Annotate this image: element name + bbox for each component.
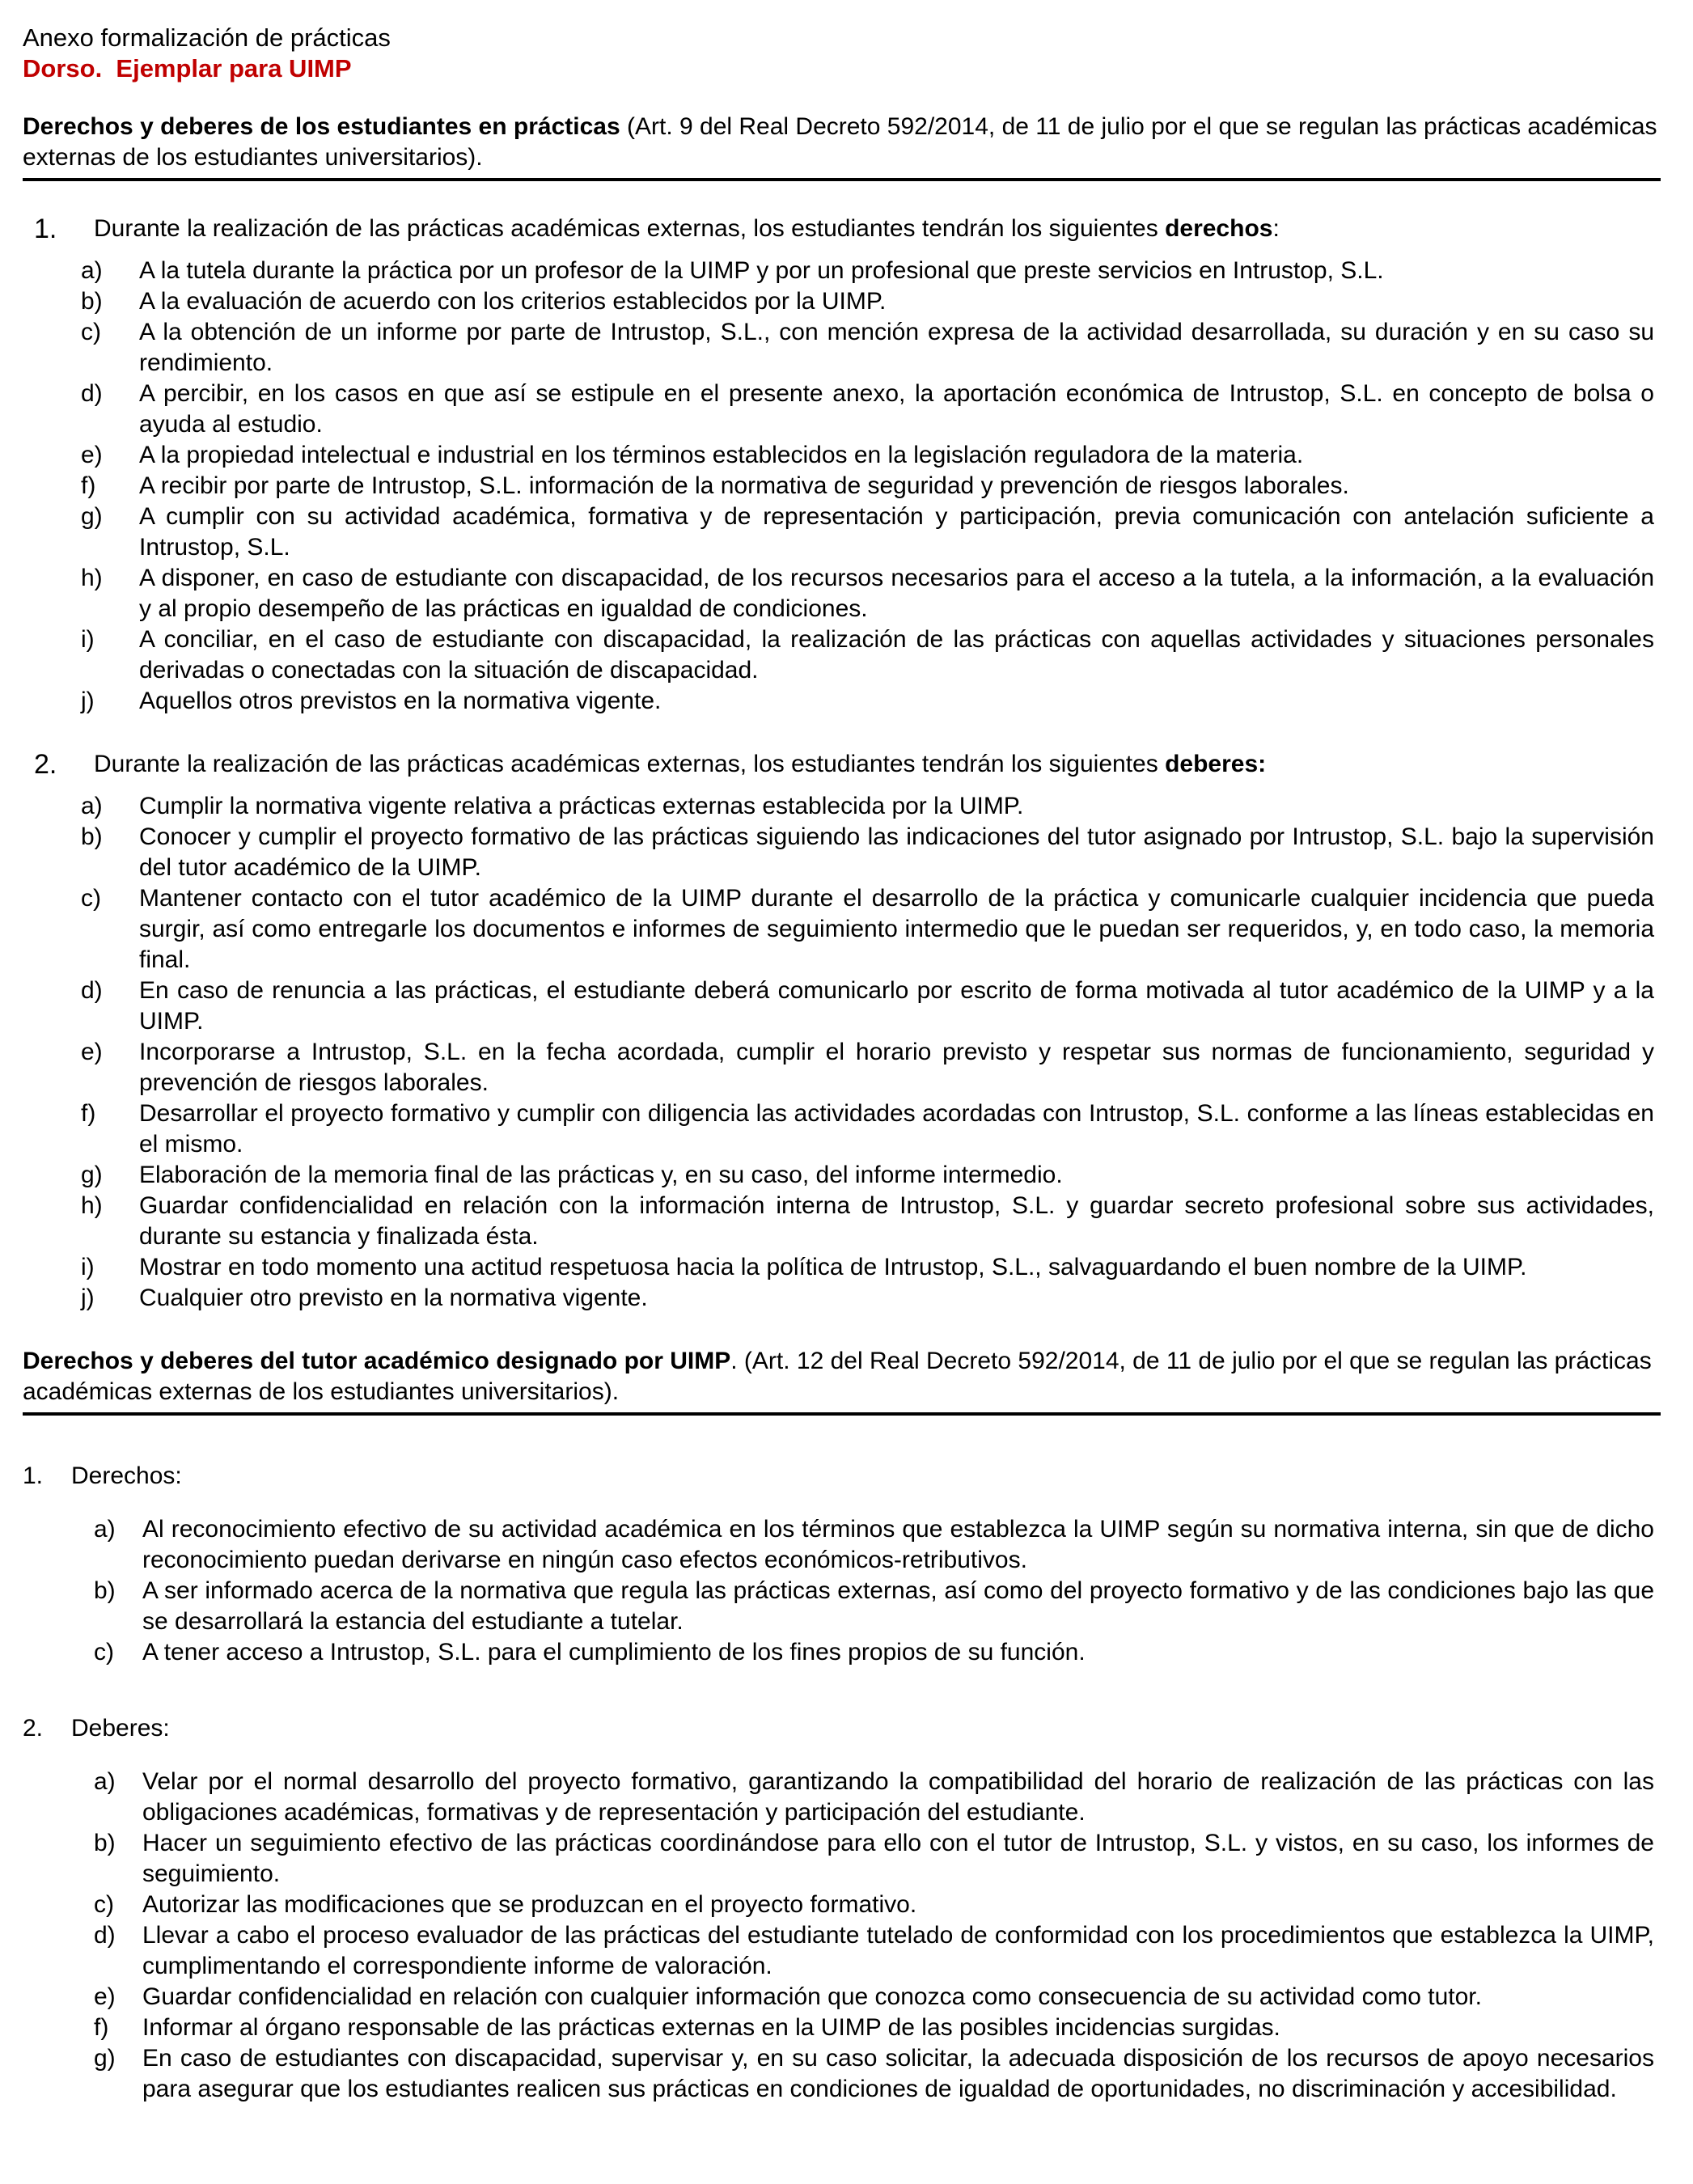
tutor-rights-list (23, 1514, 1661, 1668)
item-letter: f) (81, 472, 96, 499)
list-item (23, 1252, 1661, 1283)
intro-bold: derechos (1165, 215, 1273, 242)
item-text: Llevar a cabo el proceso evaluador de las prácticas del estudiante tutelado de conformidad con los procedimientos que establezca la UIMP, cumplimentando el correspondiente informe de valoración. (142, 1922, 1654, 1979)
item-text: Velar por el normal desarrollo del proyecto formativo, garantizando la compatibilidad del horario de realización de las prácticas con las obligaciones académicas, formativas y de representación y participación del estudiante. (142, 1768, 1654, 1826)
intro-bold: deberes: (1165, 751, 1267, 777)
students-section-heading (23, 112, 1661, 181)
list-number: 1. (34, 214, 57, 244)
item-text: En caso de renuncia a las prácticas, el estudiante deberá comunicarlo por escrito de forma motivada al tutor académico de la UIMP y a la UIMP. (139, 977, 1654, 1035)
item-text: A la propiedad intelectual e industrial en los términos establecidos en la legislación reguladora de la materia. (139, 442, 1304, 468)
list-item (23, 624, 1661, 686)
item-letter: j) (81, 688, 95, 714)
intro-text (94, 749, 1661, 780)
item-text: Incorporarse a Intrustop, S.L. en la fecha acordada, cumplir el horario previsto y respetar sus normas de funcionamiento, seguridad y prevención de riesgos laborales. (139, 1039, 1654, 1096)
list-item (23, 256, 1661, 286)
item-letter: a) (81, 257, 103, 284)
item-text: Informar al órgano responsable de las prácticas externas en la UIMP de las posibles incidencias surgidas. (142, 2014, 1280, 2041)
item-letter: g) (81, 1162, 103, 1188)
item-text: A la tutela durante la práctica por un profesor de la UIMP y por un profesional que preste servicios en Intrustop, S.L. (139, 257, 1384, 284)
list-item (23, 563, 1661, 624)
students-rights-intro (23, 214, 1661, 244)
list-item (23, 1191, 1661, 1252)
item-text: A tener acceso a Intrustop, S.L. para el cumplimiento de los fines propios de su función. (142, 1639, 1086, 1666)
item-text: A cumplir con su actividad académica, formativa y de representación y participación, previa comunicación con antelación suficiente a Intrustop, S.L. (139, 503, 1654, 561)
item-letter: b) (94, 1577, 116, 1604)
list-item (23, 471, 1661, 502)
intro-text: Derechos: (71, 1462, 182, 1489)
item-text: Mantener contacto con el tutor académico de la UIMP durante el desarrollo de la práctica y comunicarle cualquier incidencia que pueda surgir, así como entregarle los documentos e informes de seguimiento intermedio que le puedan ser requeridos, y, en todo caso, la memoria final. (139, 885, 1654, 973)
list-item (23, 1283, 1661, 1314)
item-text: Elaboración de la memoria final de las prácticas y, en su caso, del informe intermedio. (139, 1162, 1063, 1188)
item-text: Hacer un seguimiento efectivo de las prácticas coordinándose para ello con el tutor de Intrustop, S.L. y vistos, en su caso, los informes de seguimiento. (142, 1830, 1654, 1887)
list-item (23, 440, 1661, 471)
tutor-heading-citation: . (Art. 12 del Real Decreto 592/2014, de 11 de julio por el que se regulan las prácticas académicas externas de los estudiantes universitarios). (23, 1348, 1652, 1405)
item-letter: a) (81, 793, 103, 819)
item-text: Aquellos otros previstos en la normativa vigente. (139, 688, 662, 714)
item-letter: h) (81, 565, 103, 591)
item-letter: b) (81, 288, 103, 315)
item-text: A la evaluación de acuerdo con los criterios establecidos por la UIMP. (139, 288, 887, 315)
tutor-duties-intro (23, 1713, 1661, 1744)
annex-title: Anexo formalización de prácticas (23, 23, 391, 52)
item-text: En caso de estudiantes con discapacidad, supervisar y, en su caso solicitar, la adecuada disposición de los recursos de apoyo necesarios para asegurar que los estudiantes realicen sus prácticas en condiciones de igualdad de oportunidades, no discriminación y accesibilidad. (142, 2045, 1654, 2102)
students-heading-bold: Derechos y deberes de los estudiantes en prácticas (23, 113, 620, 140)
item-letter: f) (94, 2014, 109, 2041)
item-text: A percibir, en los casos en que así se estipule en el presente anexo, la aportación económica de Intrustop, S.L. en concepto de bolsa o ayuda al estudio. (139, 380, 1654, 438)
item-text: Guardar confidencialidad en relación con la información interna de Intrustop, S.L. y guardar secreto profesional sobre sus actividades, durante su estancia y finalizada ésta. (139, 1192, 1654, 1250)
list-item (23, 317, 1661, 379)
item-letter: c) (94, 1891, 114, 1918)
item-letter: j) (81, 1285, 95, 1311)
tutor-duties-list (23, 1767, 1661, 2105)
list-item (23, 502, 1661, 563)
list-item (23, 1637, 1661, 1668)
item-text: Autorizar las modificaciones que se produzcan en el proyecto formativo. (142, 1891, 917, 1918)
item-text: A ser informado acerca de la normativa que regula las prácticas externas, así como del proyecto formativo y de las condiciones bajo las que se desarrollará la estancia del estudiante a tutelar. (142, 1577, 1654, 1635)
section-spacer (23, 1314, 1661, 1346)
item-letter: f) (81, 1100, 96, 1127)
item-text: Al reconocimiento efectivo de su actividad académica en los términos que establezca la UIMP según su normativa interna, sin que de dicho reconocimiento puedan derivarse en ningún caso efectos económicos-retributivos. (142, 1516, 1654, 1573)
list-number: 2. (23, 1715, 44, 1742)
list-item (23, 1514, 1661, 1576)
list-item (23, 1828, 1661, 1890)
item-letter: h) (81, 1192, 103, 1219)
list-item (23, 2043, 1661, 2105)
item-letter: g) (94, 2045, 116, 2072)
list-item (23, 686, 1661, 717)
annex-subtitle: Dorso. Ejemplar para UIMP (23, 54, 352, 83)
item-letter: g) (81, 503, 103, 530)
list-item (23, 2013, 1661, 2043)
intro-text (94, 214, 1661, 244)
list-item (23, 1920, 1661, 1982)
list-item (23, 976, 1661, 1037)
item-text: Cumplir la normativa vigente relativa a prácticas externas establecida por la UIMP. (139, 793, 1024, 819)
students-rights-list (23, 256, 1661, 717)
item-text: Mostrar en todo momento una actitud respetuosa hacia la política de Intrustop, S.L., salvaguardando el buen nombre de la UIMP. (139, 1254, 1527, 1280)
students-duties-intro (23, 749, 1661, 780)
item-letter: e) (81, 442, 103, 468)
list-item (23, 791, 1661, 822)
intro-plain: Durante la realización de las prácticas académicas externas, los estudiantes tendrán los siguientes (94, 215, 1166, 242)
intro-plain: Durante la realización de las prácticas académicas externas, los estudiantes tendrán los siguientes (94, 751, 1166, 777)
list-item (23, 1576, 1661, 1637)
tutor-section (23, 1346, 1661, 2105)
item-text: Conocer y cumplir el proyecto formativo de las prácticas siguiendo las indicaciones del tutor asignado por Intrustop, S.L. bajo la supervisión del tutor académico de la UIMP. (139, 823, 1654, 881)
list-item (23, 1037, 1661, 1098)
tutor-rights-intro (23, 1461, 1661, 1492)
item-text: Guardar confidencialidad en relación con cualquier información que conozca como consecuencia de su actividad como tutor. (142, 1983, 1482, 2010)
intro-text: Deberes: (71, 1715, 170, 1742)
students-section (23, 112, 1661, 1314)
list-item (23, 379, 1661, 440)
item-letter: c) (94, 1639, 114, 1666)
list-item (23, 883, 1661, 976)
tutor-section-heading (23, 1346, 1661, 1416)
list-item (23, 286, 1661, 317)
item-letter: d) (81, 977, 103, 1004)
list-item (23, 822, 1661, 883)
list-item (23, 1767, 1661, 1828)
list-item (23, 1160, 1661, 1191)
intro-end: : (1272, 215, 1280, 242)
students-duties-list (23, 791, 1661, 1314)
tutor-heading-bold: Derechos y deberes del tutor académico designado por UIMP (23, 1348, 731, 1374)
item-letter: b) (94, 1830, 116, 1856)
list-item (23, 1098, 1661, 1160)
list-item (23, 1982, 1661, 2013)
item-letter: d) (81, 380, 103, 407)
item-letter: c) (81, 885, 101, 912)
item-letter: i) (81, 626, 95, 653)
item-letter: e) (81, 1039, 103, 1065)
item-letter: a) (94, 1516, 116, 1543)
item-text: A la obtención de un informe por parte de Intrustop, S.L., con mención expresa de la actividad desarrollada, su duración y en su caso su rendimiento. (139, 319, 1654, 376)
item-text: A recibir por parte de Intrustop, S.L. información de la normativa de seguridad y prevención de riesgos laborales. (139, 472, 1349, 499)
item-letter: b) (81, 823, 103, 850)
item-text: Desarrollar el proyecto formativo y cumplir con diligencia las actividades acordadas con Intrustop, S.L. conforme a las líneas establecidas en el mismo. (139, 1100, 1654, 1158)
item-text: Cualquier otro previsto en la normativa vigente. (139, 1285, 648, 1311)
item-text: A conciliar, en el caso de estudiante con discapacidad, la realización de las prácticas con aquellas actividades y situaciones personales derivadas o conectadas con la situación de discapacidad. (139, 626, 1654, 684)
item-text: A disponer, en caso de estudiante con discapacidad, de los recursos necesarios para el acceso a la tutela, a la información, a la evaluación y al propio desempeño de las prácticas en igualdad de condiciones. (139, 565, 1654, 622)
students-heading-citation: (Art. 9 del Real Decreto 592/2014, de 11 de julio por el que se regulan las prácticas académicas externas de los estudiantes universitarios). (23, 113, 1657, 171)
item-letter: c) (81, 319, 101, 345)
item-letter: i) (81, 1254, 95, 1280)
item-letter: a) (94, 1768, 116, 1795)
list-item (23, 1890, 1661, 1920)
item-letter: e) (94, 1983, 116, 2010)
item-letter: d) (94, 1922, 116, 1949)
list-number: 1. (23, 1462, 44, 1489)
list-number: 2. (34, 749, 57, 780)
